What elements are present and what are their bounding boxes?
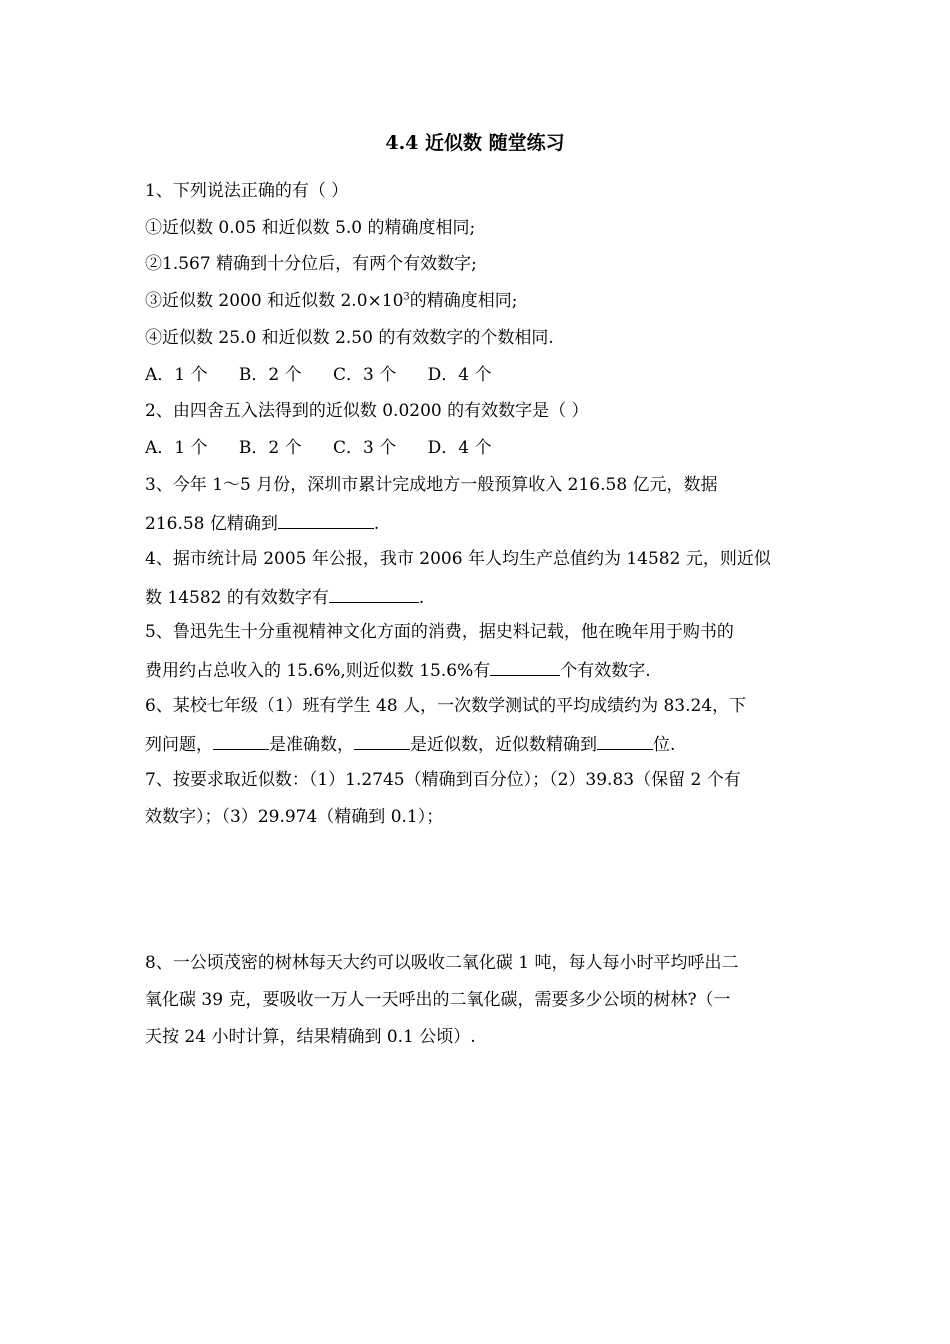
q1-option-a: A．1 个	[145, 365, 208, 385]
q6-line-2	[145, 731, 675, 757]
q1-options	[145, 363, 518, 387]
q1-statement-3-text: ③近似数 2000 和近似数 2.0×10	[145, 291, 404, 311]
q5-line-2-text: 费用约占总收入的 15.6%,则近似数 15.6%有	[145, 661, 491, 681]
q2-options	[145, 436, 518, 460]
q4-line-1: 4、据市统计局 2005 年公报，我市 2006 年人均生产总值约为 14582 元，则近似	[145, 549, 771, 569]
q5-line-1: 5、鲁迅先生十分重视精神文化方面的消费，据史料记载，他在晚年用于购书的	[145, 622, 734, 642]
q4-answer-blank[interactable]	[329, 584, 419, 603]
q6-line-1: 6、某校七年级（1）班有学生 48 人，一次数学测试的平均成绩约为 83.24，下	[145, 696, 747, 716]
q3-line-2-text: 216.58 亿精确到	[145, 514, 278, 534]
q8-line-1: 8、一公顷茂密的树林每天大约可以吸收二氧化碳 1 吨，每人每小时平均呼出二	[145, 953, 739, 973]
q3-line-1: 3、今年 1～5 月份，深圳市累计完成地方一般预算收入 216.58 亿元，数据	[145, 475, 718, 495]
q6-line-2-text-b: 是准确数，	[269, 735, 354, 755]
q2-option-a: A．1 个	[145, 438, 208, 458]
q2-option-c: C．3 个	[333, 438, 397, 458]
q3-line-2	[145, 510, 379, 536]
q8-line-3: 天按 24 小时计算，结果精确到 0.1 公顷）.	[145, 1027, 476, 1047]
q5-line-2-tail: 个有效数字.	[560, 661, 651, 681]
q5-answer-blank[interactable]	[490, 657, 560, 676]
q1-option-b: B．2 个	[238, 365, 302, 385]
q6-line-2-text-a: 列问题，	[145, 735, 213, 755]
q7-line-2: 效数字）；（3）29.974（精确到 0.1）；	[145, 807, 444, 827]
q1-statement-3-tail: 的精确度相同;	[409, 291, 518, 311]
q1-option-c: C．3 个	[333, 365, 397, 385]
q7-line-1: 7、按要求取近似数：（1）1.2745（精确到百分位）；（2）39.83（保留 2 个有	[145, 770, 741, 790]
q6-line-2-text-d: 位.	[653, 735, 676, 755]
q1-statement-4: ④近似数 25.0 和近似数 2.50 的有效数字的个数相同.	[145, 328, 554, 348]
q2-stem: 2、由四舍五入法得到的近似数 0.0200 的有效数字是（ ）	[145, 401, 589, 421]
q1-statement-1: ①近似数 0.05 和近似数 5.0 的精确度相同;	[145, 218, 476, 238]
q5-line-2	[145, 657, 651, 683]
q1-statement-2: ②1.567 精确到十分位后，有两个有效数字;	[145, 254, 477, 274]
q4-line-2-tail: .	[418, 588, 425, 608]
q4-line-2	[145, 584, 424, 610]
q3-answer-blank[interactable]	[278, 510, 374, 529]
q6-line-2-text-c: 是近似数，近似数精确到	[410, 735, 597, 755]
q6-exact-blank[interactable]	[213, 731, 269, 750]
q2-option-b: B．2 个	[238, 438, 302, 458]
q1-stem: 1、下列说法正确的有（ ）	[145, 181, 349, 201]
page-title: 4.4 近似数 随堂练习	[385, 132, 565, 154]
q6-precision-blank[interactable]	[597, 731, 653, 750]
q3-line-2-tail: .	[373, 514, 380, 534]
q8-line-2: 氧化碳 39 克，要吸收一万人一天呼出的二氧化碳，需要多少公顷的树林?（一	[145, 990, 731, 1010]
q1-statement-3-exponent: 3	[403, 291, 410, 303]
q6-approx-blank[interactable]	[354, 731, 410, 750]
q1-option-d: D．4 个	[427, 365, 492, 385]
q1-statement-3	[145, 289, 518, 313]
q2-option-d: D．4 个	[427, 438, 492, 458]
q4-line-2-text: 数 14582 的有效数字有	[145, 588, 329, 608]
